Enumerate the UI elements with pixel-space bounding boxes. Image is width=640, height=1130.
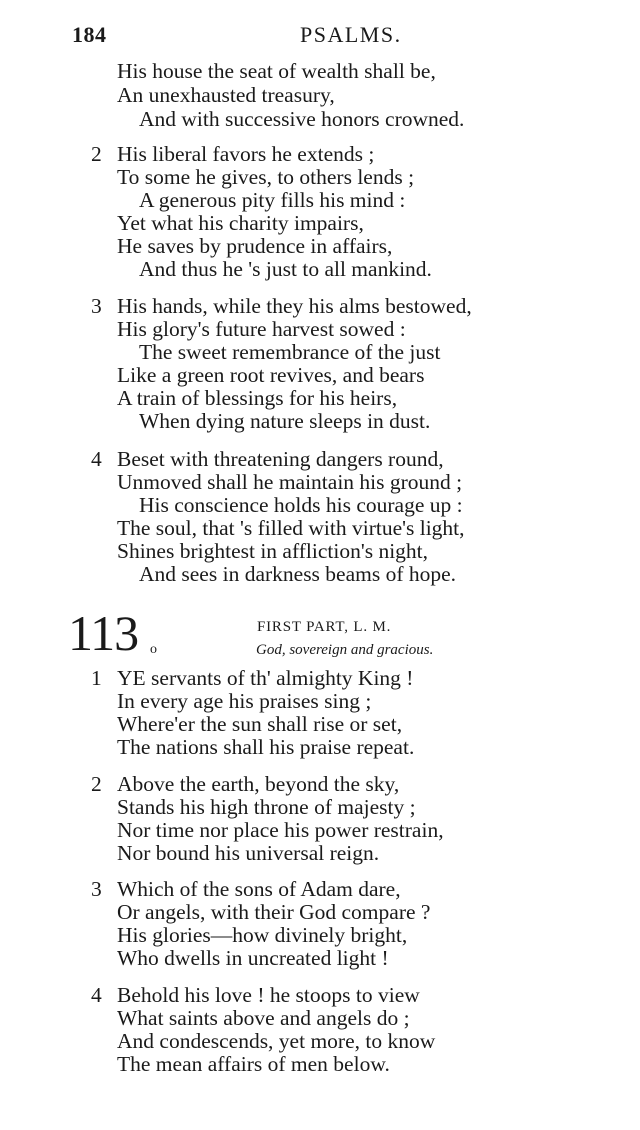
verse-line: A generous pity fills his mind : <box>139 188 406 212</box>
verse-line: The mean affairs of men below. <box>117 1052 390 1076</box>
verse-line: Like a green root revives, and bears <box>117 363 425 387</box>
verse-line: Behold his love ! he stoops to view <box>117 983 420 1007</box>
page-header <box>0 22 640 52</box>
verse-line: Shines brightest in affliction's night, <box>117 539 429 563</box>
page-number: 184 <box>72 22 107 47</box>
verse-line: Stands his high throne of majesty ; <box>117 795 416 819</box>
verse-line: His glories—how divinely bright, <box>117 923 408 947</box>
verse-line: And condescends, yet more, to know <box>117 1029 436 1053</box>
stanza-number: 3 <box>91 877 102 901</box>
verse-line: Or angels, with their God compare ? <box>117 900 431 924</box>
running-title: PSALMS. <box>300 22 402 47</box>
verse-line: Who dwells in uncreated light ! <box>117 946 389 970</box>
verse-line: To some he gives, to others lends ; <box>117 165 415 189</box>
verse-line: A train of blessings for his heirs, <box>117 386 398 410</box>
psalm-number: 113 <box>68 605 139 661</box>
verse-line: He saves by prudence in affairs, <box>117 234 393 258</box>
stanza-number: 4 <box>91 447 102 471</box>
stanza-number: 2 <box>91 142 102 166</box>
verse-line: Where'er the sun shall rise or set, <box>117 712 403 736</box>
psalm-number-ornament: o <box>150 642 157 657</box>
stanza-number: 2 <box>91 772 102 796</box>
verse-line: When dying nature sleeps in dust. <box>139 409 431 433</box>
verse-line: His liberal favors he extends ; <box>117 142 375 166</box>
stanza-number: 3 <box>91 294 102 318</box>
psalm-heading <box>0 605 640 662</box>
verse-line: His conscience holds his courage up : <box>139 493 463 517</box>
stanza-number: 4 <box>91 983 102 1007</box>
verse-line: Nor time nor place his power restrain, <box>117 818 444 842</box>
verse-line: The soul, that 's filled with virtue's light, <box>117 516 465 540</box>
psalm-subtitle: God, sovereign and gracious. <box>256 642 434 658</box>
verse-line: Nor bound his universal reign. <box>117 841 380 865</box>
verse-line: Which of the sons of Adam dare, <box>117 877 401 901</box>
verse-line: Yet what his charity impairs, <box>117 211 364 235</box>
verse-line: Unmoved shall he maintain his ground ; <box>117 470 463 494</box>
part-title: FIRST PART, L. M. <box>257 619 392 635</box>
verse-line: The nations shall his praise repeat. <box>117 735 415 759</box>
verse-line: YE servants of th' almighty King ! <box>117 666 414 690</box>
verse-line: In every age his praises sing ; <box>117 689 372 713</box>
verse-line: His house the seat of wealth shall be, <box>117 59 436 83</box>
verse-line: Beset with threatening dangers round, <box>117 447 444 471</box>
verse-line: His hands, while they his alms bestowed, <box>117 294 472 318</box>
stanza-number: 1 <box>91 666 102 690</box>
verse-line: And thus he 's just to all mankind. <box>139 257 432 281</box>
verse-line: Above the earth, beyond the sky, <box>117 772 400 796</box>
verse-line: His glory's future harvest sowed : <box>117 317 406 341</box>
verse-line: And sees in darkness beams of hope. <box>139 562 457 586</box>
verse-line: What saints above and angels do ; <box>117 1006 410 1030</box>
verse-line: And with successive honors crowned. <box>139 107 465 131</box>
verse-line: The sweet remembrance of the just <box>139 340 441 364</box>
verse-line: An unexhausted treasury, <box>117 83 335 107</box>
